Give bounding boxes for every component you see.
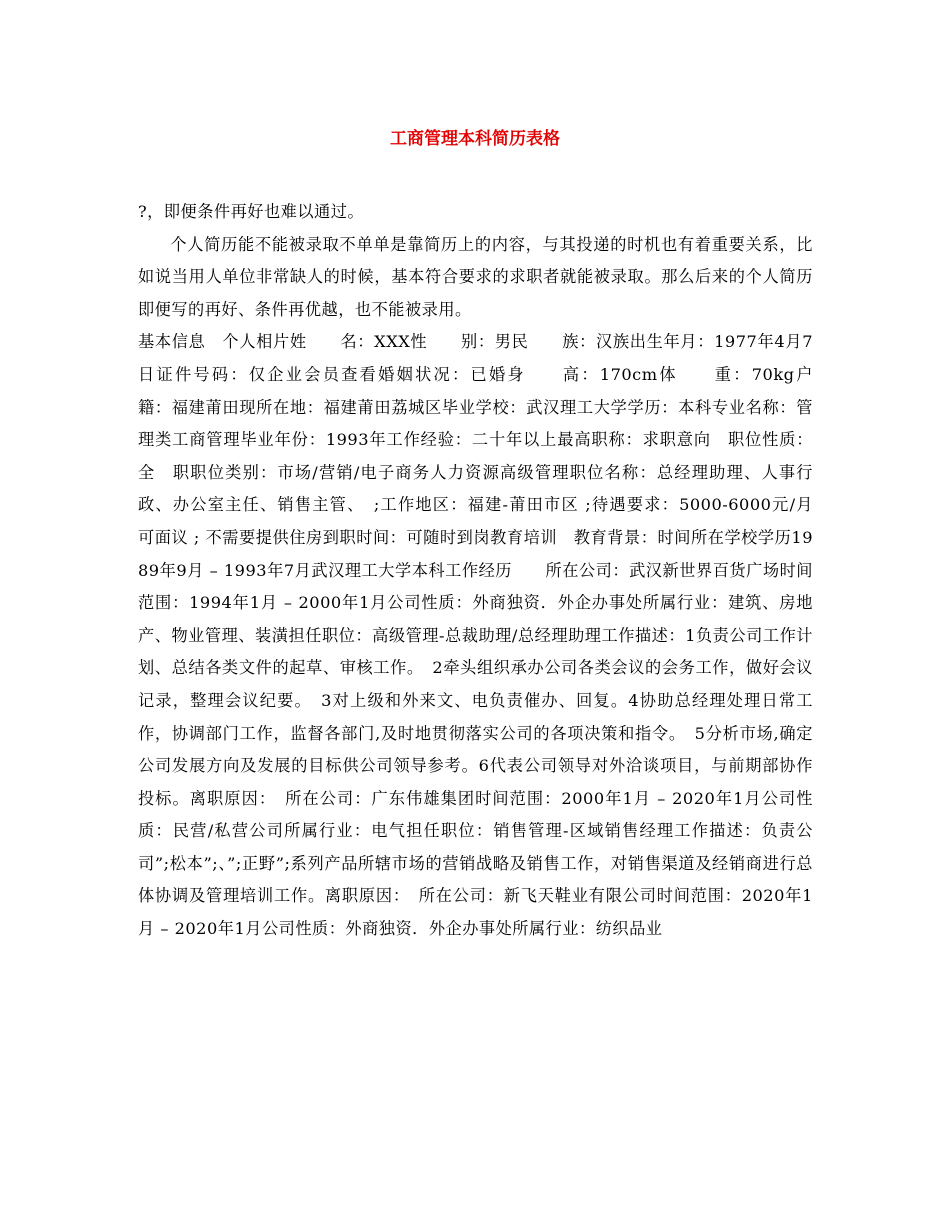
document-title: 工商管理本科简历表格 [390,129,560,149]
resume-details-paragraph: 基本信息 个人相片姓 名：XXX性 别：男民 族：汉族出生年月：1977年4月7日证件号码：仅企业会员查看婚姻状况：已婚身 高：170cm体 重：70kg户 籍：福建莆田现所在地：福建莆田荔城区毕业学校：武汉理工大学学历：本科专业名称：管理类工商管理毕业年份：1993年工作经验：二十年以上最高职称：求职意向 职位性质：全 职职位类别：市场/营销/电子商务人力资源高级管理职位名称：总经理助理、人事行政、办公室主任、销售主管、 ;工作地区：福建-莆田市区 ;待遇要求：5000-6000元/月 可面议 ; 不需要提供住房到职时间：可随时到岗教育培训 教育背景：时间所在学校学历1989年9月 – 1993年7月武汉理工大学本科工作经历 所在公司：武汉新世界百货广场时间范围：1994年1月 – 2000年1月公司性质：外商独资．外企办事处所属行业：建筑、房地产、物业管理、装潢担任职位：高级管理-总裁助理/总经理助理工作描述：1负责公司工作计划、总结各类文件的起草、审核工作。 2牵头组织承办公司各类会议的会务工作，做好会议记录，整理会议纪要。 3对上级和外来文、电负责催办、回复。4协助总经理处理日常工作，协调部门工作，监督各部门,及时地贯彻落实公司的各项决策和指令。 5分析市场,确定公司发展方向及发展的目标供公司领导参考。6代表公司领导对外洽谈项目，与前期部协作投标。离职原因： 所在公司：广东伟雄集团时间范围：2000年1月 – 2020年1月公司性质：民营/私营公司所属行业：电气担任职位：销售管理-区域销售经理工作描述：负责公司”;松本”;、”;正野”;系列产品所辖市场的营销战略及销售工作，对销售渠道及经销商进行总体协调及管理培训工作。离职原因： 所在公司：新飞天鞋业有限公司时间范围：2020年1月 – 2020年1月公司性质：外商独资．外企办事处所属行业：纺织品业 [138,332,847,939]
document-body [138,196,847,946]
timing-advice-paragraph: 个人简历能不能被录取不单单是靠简历上的内容，与其投递的时机也有着重要关系，比如说当用人单位非常缺人的时候，基本符合要求的求职者就能被录取。那么后来的个人简历即便写的再好、条件再优越，也不能被录用。 [138,234,813,319]
intro-fragment-paragraph: ?，即便条件再好也难以通过。 [138,202,365,221]
